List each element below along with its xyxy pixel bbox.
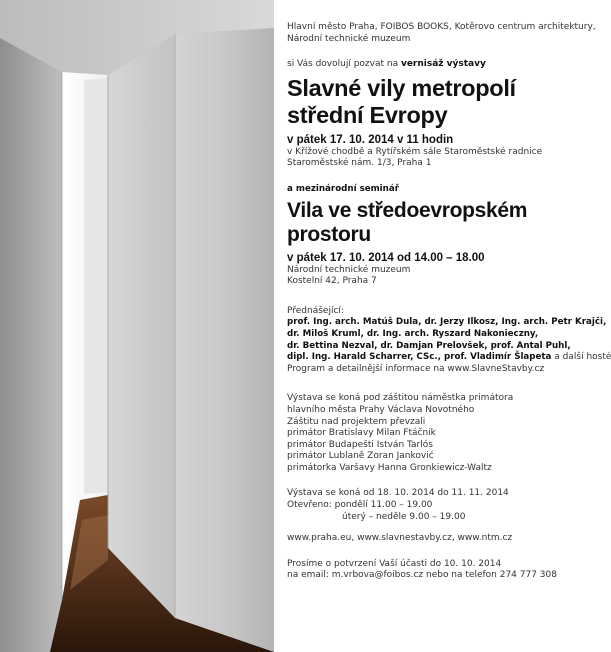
patronage-line: hlavního města Prahy Václava Novotného	[287, 404, 475, 415]
exhibition-venue: Staroměstské nám. 1/3, Praha 1	[287, 158, 432, 169]
speaker-line: dr. Miloš Kruml, dr. Ing. arch. Ryszard Nakonieczny,	[287, 328, 539, 339]
exhibition-title: střední Evropy	[287, 101, 448, 128]
seminar-venue: Národní technické muzeum	[287, 264, 411, 275]
exhibition-dates: Výstava se koná od 18. 10. 2014 do 11. 11. 2014	[287, 488, 509, 499]
seminar-venue: Kostelní 42, Praha 7	[287, 276, 377, 287]
opening-hours: úterý – neděle 9.00 – 19.00	[342, 511, 466, 522]
patronage-line: Záštitu nad projektem převzali	[287, 416, 426, 427]
patronage-line: primátor Budapešti István Tarlós	[287, 439, 433, 450]
seminar-title: Vila ve středoevropském	[287, 198, 528, 222]
invitation-line	[287, 59, 593, 71]
seminar-intro: a mezinárodní seminář	[287, 183, 399, 194]
program-info: Program a detailnější informace na www.SlavneStavby.cz	[287, 363, 545, 374]
invitation-emphasis: vernisáž výstavy	[400, 59, 486, 70]
seminar-date: v pátek 17. 10. 2014 od 14.00 – 18.00	[287, 251, 485, 264]
exhibition-title: Slavné vily metropolí	[287, 74, 516, 101]
opening-hours: Otevřeno: pondělí 11.00 – 19.00	[287, 500, 433, 511]
patronage-line: primátor Lublaně Zoran Janković	[287, 451, 434, 462]
rsvp-line: Prosíme o potvrzení Vaší účasti do 10. 10. 2014	[287, 558, 502, 569]
patronage-line: primátor Bratislavy Milan Ftáčnik	[287, 428, 436, 439]
speaker-line: dipl. Ing. Harald Scharrer, CSc., prof. Vladimír Šlapeta	[287, 352, 552, 363]
speakers-tail: a další hosté	[551, 352, 611, 363]
seminar-title: prostoru	[287, 222, 371, 246]
rsvp-line: na email: m.vrbova@foibos.cz nebo na telefon 274 777 308	[287, 570, 557, 581]
invitation-prefix: si Vás dovolují pozvat na	[287, 59, 401, 70]
websites: www.praha.eu, www.slavnestavby.cz, www.ntm.cz	[287, 533, 513, 544]
speaker-line: prof. Ing. arch. Matúš Dula, dr. Jerzy Ilkosz, Ing. arch. Petr Krajči,	[287, 317, 607, 328]
patronage-line: primátorka Varšavy Hanna Gronkiewicz-Waltz	[287, 462, 492, 473]
patronage-line: Výstava se koná pod záštitou náměstka primátora	[287, 393, 514, 404]
speaker-line: dr. Bettina Nezval, dr. Damjan Prelovšek, prof. Antal Puhl,	[287, 340, 571, 351]
exhibition-venue: v Křížové chodbě a Rytířském sále Staroměstské radnice	[287, 146, 543, 157]
organizers-line: Národní technické muzeum	[287, 33, 411, 44]
architecture-photo	[0, 0, 274, 652]
speakers-heading: Přednášející:	[287, 305, 344, 316]
speaker-line-last	[287, 352, 611, 364]
exhibition-date: v pátek 17. 10. 2014 v 11 hodin	[287, 133, 454, 146]
organizers-line: Hlavní město Praha, FOIBOS BOOKS, Kotěrovo centrum architektury,	[287, 22, 596, 32]
